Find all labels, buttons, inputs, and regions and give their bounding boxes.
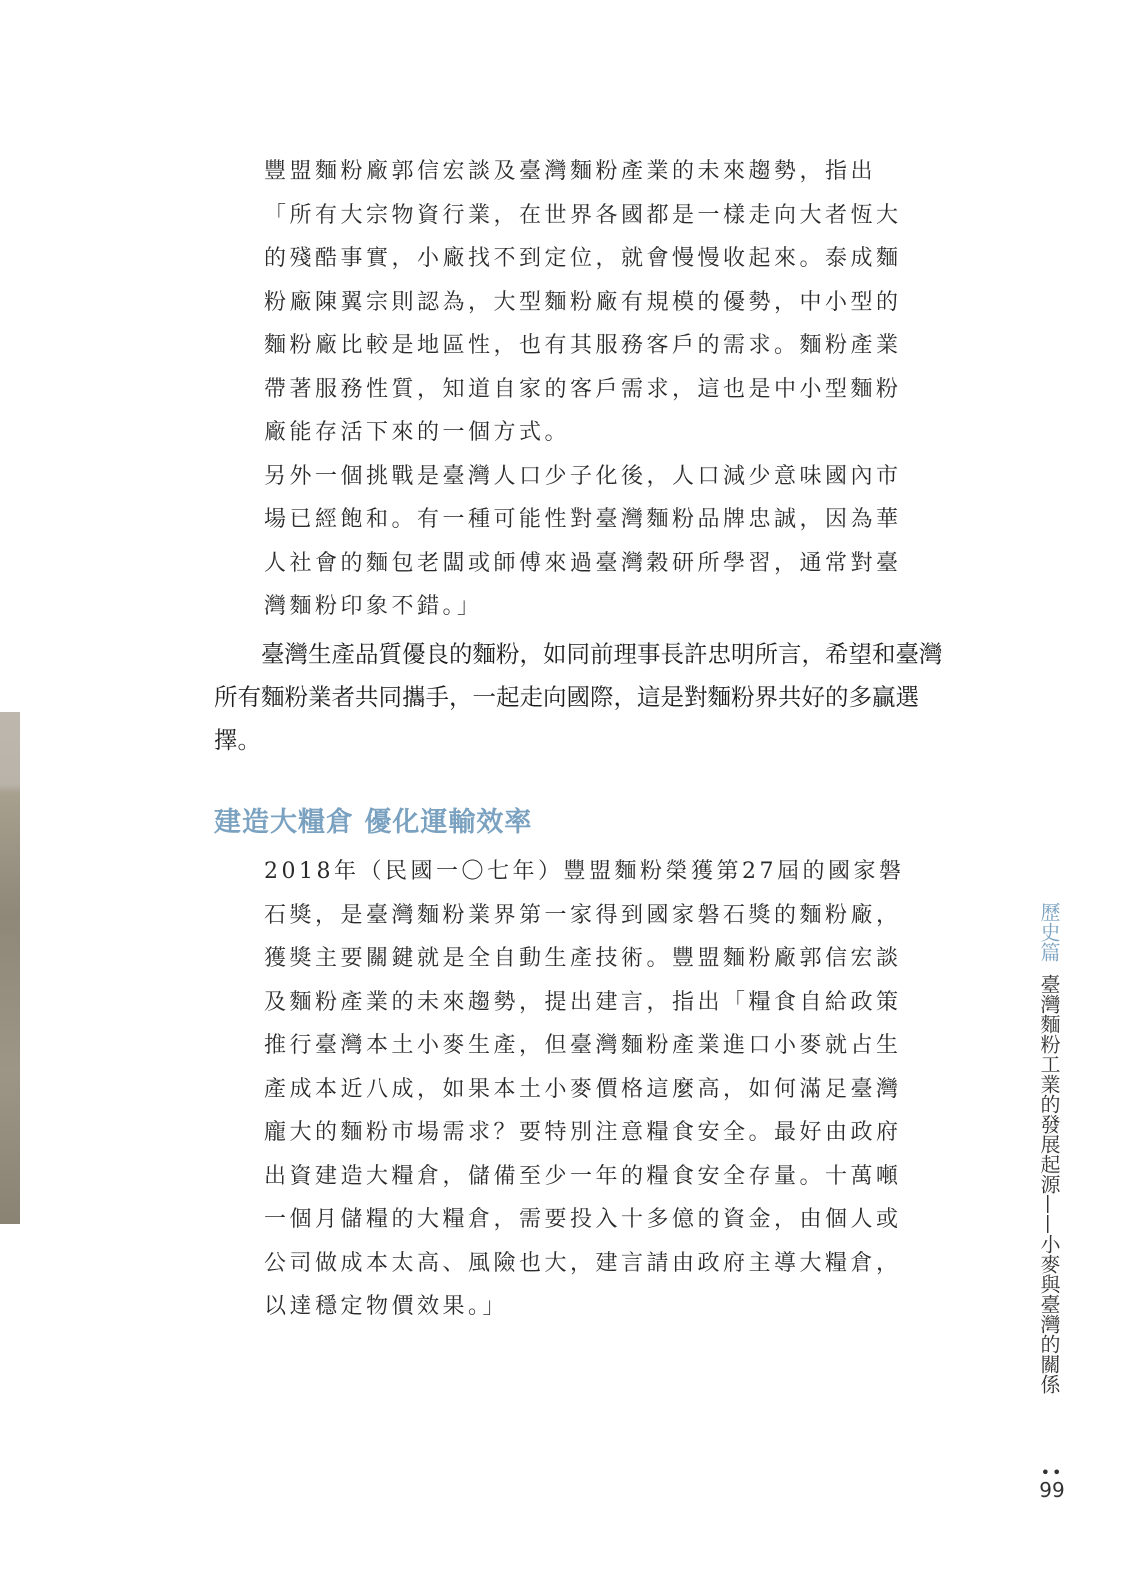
side-book-title: 臺灣麵粉工業的發展起源——小麥與臺灣的關係 xyxy=(1037,974,1061,1394)
quote-paragraph: 2018年（民國一〇七年）豐盟麵粉榮獲第27屆的國家磐石獎，是臺灣麵粉業界第一家得到國家磐石獎的麵粉廠，獲獎主要關鍵就是全自動生產技術。豐盟麵粉廠郭信宏談及麵粉產業的未來趨勢，提出建言，指出「糧食自給政策推行臺灣本土小麥生產，但臺灣麵粉產業進口小麥就占生產成本近八成，如果本土小麥價格這麼高，如何滿足臺灣龐大的麵粉市場需求？要特別注意糧食安全。最好由政府出資建造大糧倉，儲備至少一年的糧食安全存量。十萬噸一個月儲糧的大糧倉，需要投入十多億的資金，由個人或公司做成本太高、風險也大，建言請由政府主導大糧倉，以達穩定物價效果。」 xyxy=(264,859,905,1319)
section-heading: 建造大糧倉 優化運輸效率 xyxy=(214,807,533,838)
page-number: 99 xyxy=(1039,1478,1065,1502)
photo-edge xyxy=(0,712,20,1224)
quote-block-1 xyxy=(264,150,914,629)
quote-paragraph: 另外一個挑戰是臺灣人口少子化後，人口減少意味國內市場已經飽和。有一種可能性對臺灣麵粉品牌忠誠，因為華人社會的麵包老闆或師傅來過臺灣穀研所學習，通常對臺灣麵粉印象不錯。」 xyxy=(264,463,902,619)
page-dots: •• xyxy=(1040,1463,1064,1482)
body-text xyxy=(214,633,964,762)
quote-block-2 xyxy=(264,850,914,1329)
quote-paragraph: 豐盟麵粉廠郭信宏談及臺灣麵粉產業的未來趨勢，指出「所有大宗物資行業，在世界各國都是一樣走向大者恆大的殘酷事實，小廠找不到定位，就會慢慢收起來。泰成麵粉廠陳翼宗則認為，大型麵粉廠有規模的優勢，中小型的麵粉廠比較是地區性，也有其服務客戶的需求。麵粉產業帶著服務性質，知道自家的客戶需求，這也是中小型麵粉廠能存活下來的一個方式。 xyxy=(264,159,902,445)
body-paragraph: 臺灣生產品質優良的麵粉，如同前理事長許忠明所言，希望和臺灣所有麵粉業者共同攜手，一起走向國際，這是對麵粉界共好的多贏選擇。 xyxy=(214,640,943,754)
side-section-label: 歷史篇 xyxy=(1037,902,1061,962)
